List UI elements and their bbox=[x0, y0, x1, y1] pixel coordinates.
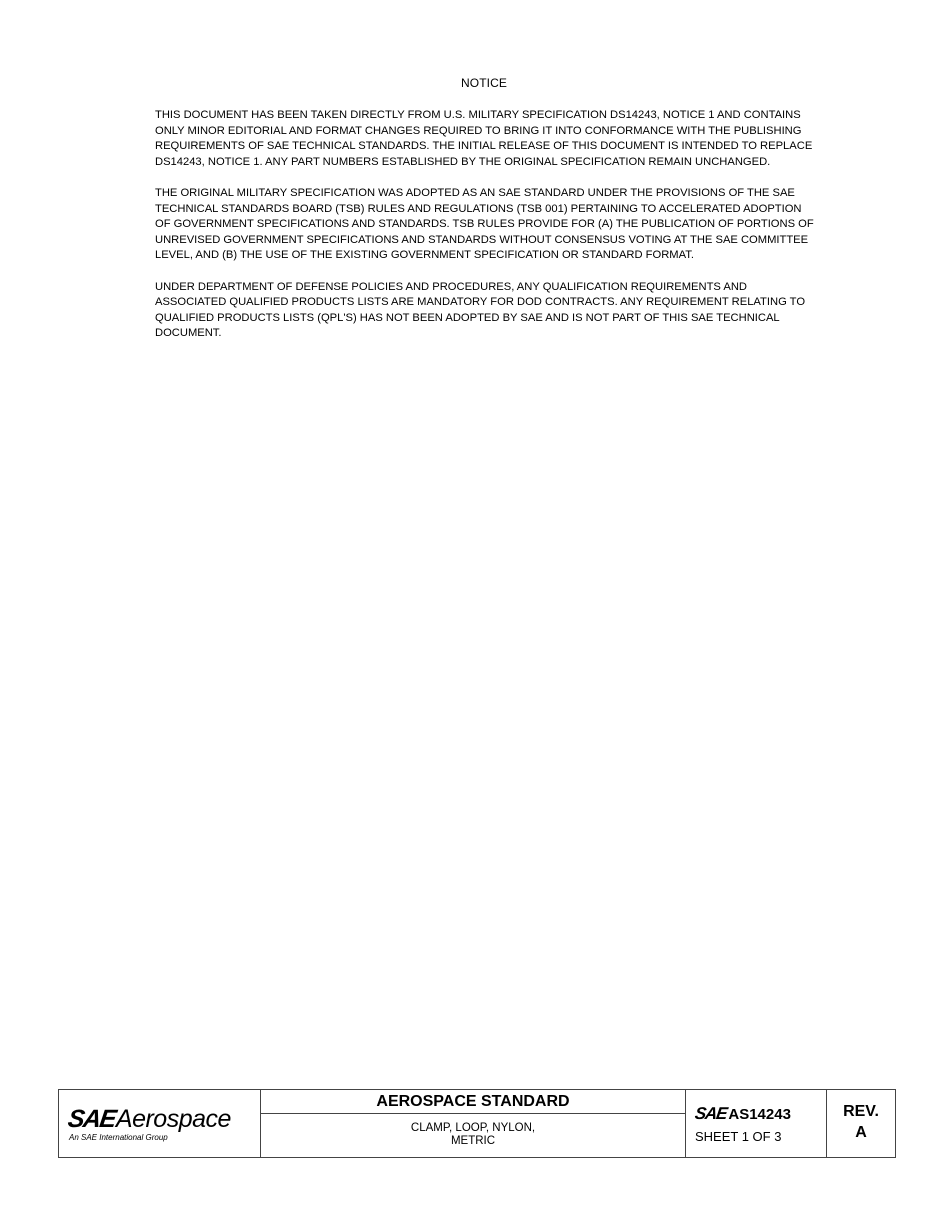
logo-brand: SAE bbox=[66, 1105, 117, 1133]
title-block bbox=[58, 1089, 896, 1158]
notice-body bbox=[155, 108, 817, 358]
document-number bbox=[695, 1104, 791, 1124]
standard-heading: AEROSPACE STANDARD bbox=[261, 1090, 685, 1114]
revision-cell bbox=[827, 1090, 895, 1157]
description-line: METRIC bbox=[450, 1135, 496, 1147]
notice-paragraph: UNDER DEPARTMENT OF DEFENSE POLICIES AND PROCEDURES, ANY QUALIFICATION REQUIREMENTS AND ASSOCIATED QUALIFIED PRODUCTS LISTS ARE MANDATORY FOR DOD CONTRACTS. ANY REQUIREMENT RELATING TO QUALIFIED PRODUCTS LISTS (QPL'S) HAS NOT BEEN ADOPTED BY SAE AND IS NOT PART OF THIS SAE TECHNICAL DOCUMENT. bbox=[155, 280, 806, 339]
revision-value: A bbox=[855, 1124, 867, 1141]
sheet-info: SHEET 1 OF 3 bbox=[695, 1129, 782, 1144]
doc-brand-logo: SAE bbox=[693, 1104, 728, 1123]
logo-name: Aerospace bbox=[115, 1105, 231, 1133]
document-description bbox=[261, 1122, 685, 1148]
description-line: CLAMP, LOOP, NYLON, bbox=[410, 1122, 536, 1134]
document-number-cell bbox=[686, 1090, 827, 1157]
notice-paragraph: THE ORIGINAL MILITARY SPECIFICATION WAS ADOPTED AS AN SAE STANDARD UNDER THE PROVISIONS OF THE SAE TECHNICAL STANDARDS BOARD (TSB) RULES AND REGULATIONS (TSB 001) PERTAINING TO ACCELERATED ADOPTION OF GOVERNMENT SPECIFICATIONS AND STANDARDS. TSB RULES PROVIDE FOR (A) THE PUBLICATION OF PORTIONS OF UNREVISED GOVERNMENT SPECIFICATIONS AND STANDARDS WITHOUT CONSENSUS VOTING AT THE SAE COMMITTEE LEVEL, AND (B) THE USE OF THE EXISTING GOVERNMENT SPECIFICATION OR STANDARD FORMAT. bbox=[155, 187, 814, 261]
doc-id: AS14243 bbox=[728, 1106, 791, 1123]
sae-aerospace-logo bbox=[68, 1105, 231, 1134]
revision-label: REV. bbox=[843, 1103, 879, 1120]
logo-subtitle: An SAE International Group bbox=[69, 1133, 168, 1142]
logo-cell bbox=[59, 1090, 261, 1157]
title-cell bbox=[261, 1090, 686, 1157]
notice-paragraph: THIS DOCUMENT HAS BEEN TAKEN DIRECTLY FROM U.S. MILITARY SPECIFICATION DS14243, NOTICE 1 AND CONTAINS ONLY MINOR EDITORIAL AND FORMAT CHANGES REQUIRED TO BRING IT INTO CONFORMANCE WITH THE PUBLISHING REQUIREMENTS OF SAE TECHNICAL STANDARDS. THE INITIAL RELEASE OF THIS DOCUMENT IS INTENDED TO REPLACE DS14243, NOTICE 1. ANY PART NUMBERS ESTABLISHED BY THE ORIGINAL SPECIFICATION REMAIN UNCHANGED. bbox=[155, 109, 813, 168]
notice-title: NOTICE bbox=[461, 76, 507, 90]
